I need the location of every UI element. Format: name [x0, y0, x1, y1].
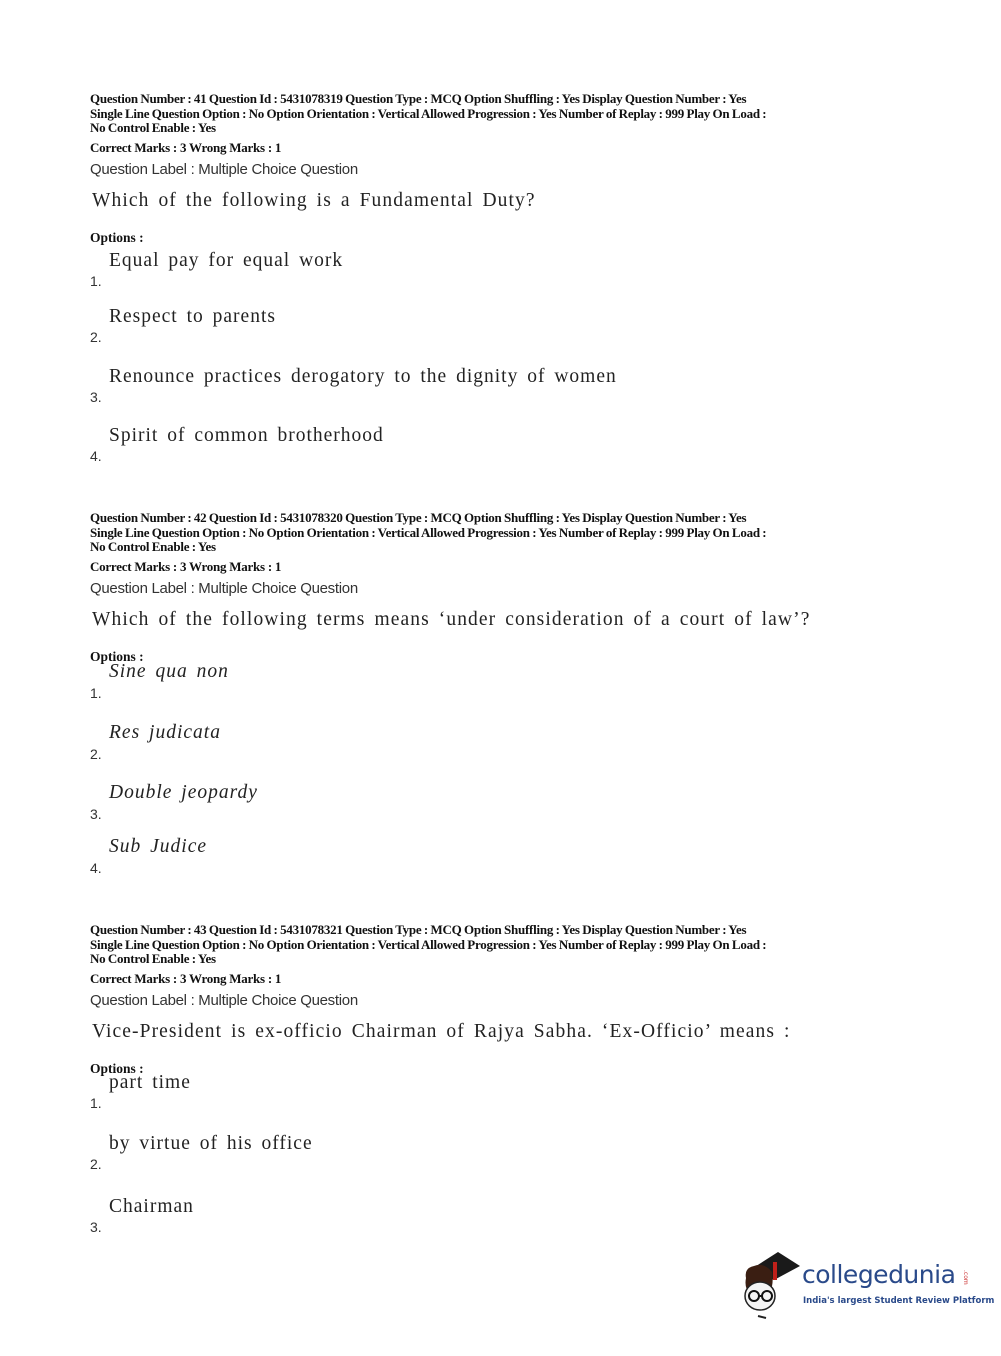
question-label: Question Label : Multiple Choice Question: [90, 580, 358, 597]
option-text: Equal pay for equal work: [109, 250, 344, 271]
meta-line: Question Number : 41 Question Id : 5431078319 Question Type : MCQ Option Shuffling : Yes Display Question Number : Yes: [90, 91, 747, 106]
options-label: Options :: [90, 230, 144, 245]
question-block: [90, 91, 920, 464]
option-text: by virtue of his office: [109, 1133, 313, 1154]
question-meta: [90, 923, 920, 967]
option-text: Renounce practices derogatory to the dignity of women: [109, 366, 617, 387]
option-text: Spirit of common brotherhood: [109, 425, 384, 446]
collegedunia-logo: [740, 1248, 995, 1320]
option-number: 4.: [90, 448, 102, 464]
meta-line: No Control Enable : Yes: [90, 120, 216, 135]
option-number: 1.: [90, 685, 102, 701]
option-number: 4.: [90, 860, 102, 876]
meta-line: Single Line Question Option : No Option Orientation : Vertical Allowed Progression : Yes Number of Replay : 999 Play On Load :: [90, 524, 767, 540]
option-number: 2.: [90, 329, 102, 345]
option-number: 1.: [90, 273, 102, 289]
question-text: Which of the following terms means ‘under consideration of a court of law’?: [92, 609, 811, 630]
option-number: 3.: [90, 1219, 102, 1235]
question-block: [90, 922, 920, 1235]
option-text: Sine qua non: [109, 661, 229, 682]
question-meta: [90, 92, 920, 136]
option-text: Res judicata: [109, 722, 221, 743]
question-label: Question Label : Multiple Choice Question: [90, 161, 358, 178]
question-marks: Correct Marks : 3 Wrong Marks : 1: [90, 559, 282, 574]
option-text: part time: [109, 1072, 191, 1093]
option-number: 3.: [90, 806, 102, 822]
logo-tagline: India's largest Student Review Platform: [803, 1296, 995, 1306]
option-number: 1.: [90, 1095, 102, 1111]
meta-line: Question Number : 42 Question Id : 5431078320 Question Type : MCQ Option Shuffling : Yes Display Question Number : Yes: [90, 510, 747, 525]
question-text: Which of the following is a Fundamental Duty?: [92, 190, 536, 211]
mascot-icon: [740, 1248, 800, 1320]
question-block: [90, 510, 920, 876]
options-label: Options :: [90, 1061, 144, 1076]
question-label: Question Label : Multiple Choice Question: [90, 992, 358, 1009]
option-number: 2.: [90, 1156, 102, 1172]
meta-line: Single Line Question Option : No Option Orientation : Vertical Allowed Progression : Yes Number of Replay : 999 Play On Load :: [90, 105, 767, 121]
question-marks: Correct Marks : 3 Wrong Marks : 1: [90, 971, 282, 986]
question-text: Vice-President is ex-officio Chairman of Rajya Sabha. ‘Ex-Officio’ means :: [92, 1021, 791, 1042]
logo-wordmark: collegedunia: [802, 1260, 956, 1289]
logo-suffix: .com: [962, 1270, 969, 1285]
option-number: 3.: [90, 389, 102, 405]
question-meta: [90, 511, 920, 555]
option-text: Chairman: [109, 1196, 194, 1217]
option-text: Sub Judice: [109, 836, 208, 857]
option-text: Double jeopardy: [109, 782, 258, 803]
meta-line: No Control Enable : Yes: [90, 951, 216, 966]
meta-line: Question Number : 43 Question Id : 5431078321 Question Type : MCQ Option Shuffling : Yes Display Question Number : Yes: [90, 922, 747, 937]
meta-line: Single Line Question Option : No Option Orientation : Vertical Allowed Progression : Yes Number of Replay : 999 Play On Load :: [90, 936, 767, 952]
question-marks: Correct Marks : 3 Wrong Marks : 1: [90, 140, 282, 155]
option-text: Respect to parents: [109, 306, 276, 327]
option-number: 2.: [90, 746, 102, 762]
meta-line: No Control Enable : Yes: [90, 539, 216, 554]
options-label: Options :: [90, 649, 144, 664]
